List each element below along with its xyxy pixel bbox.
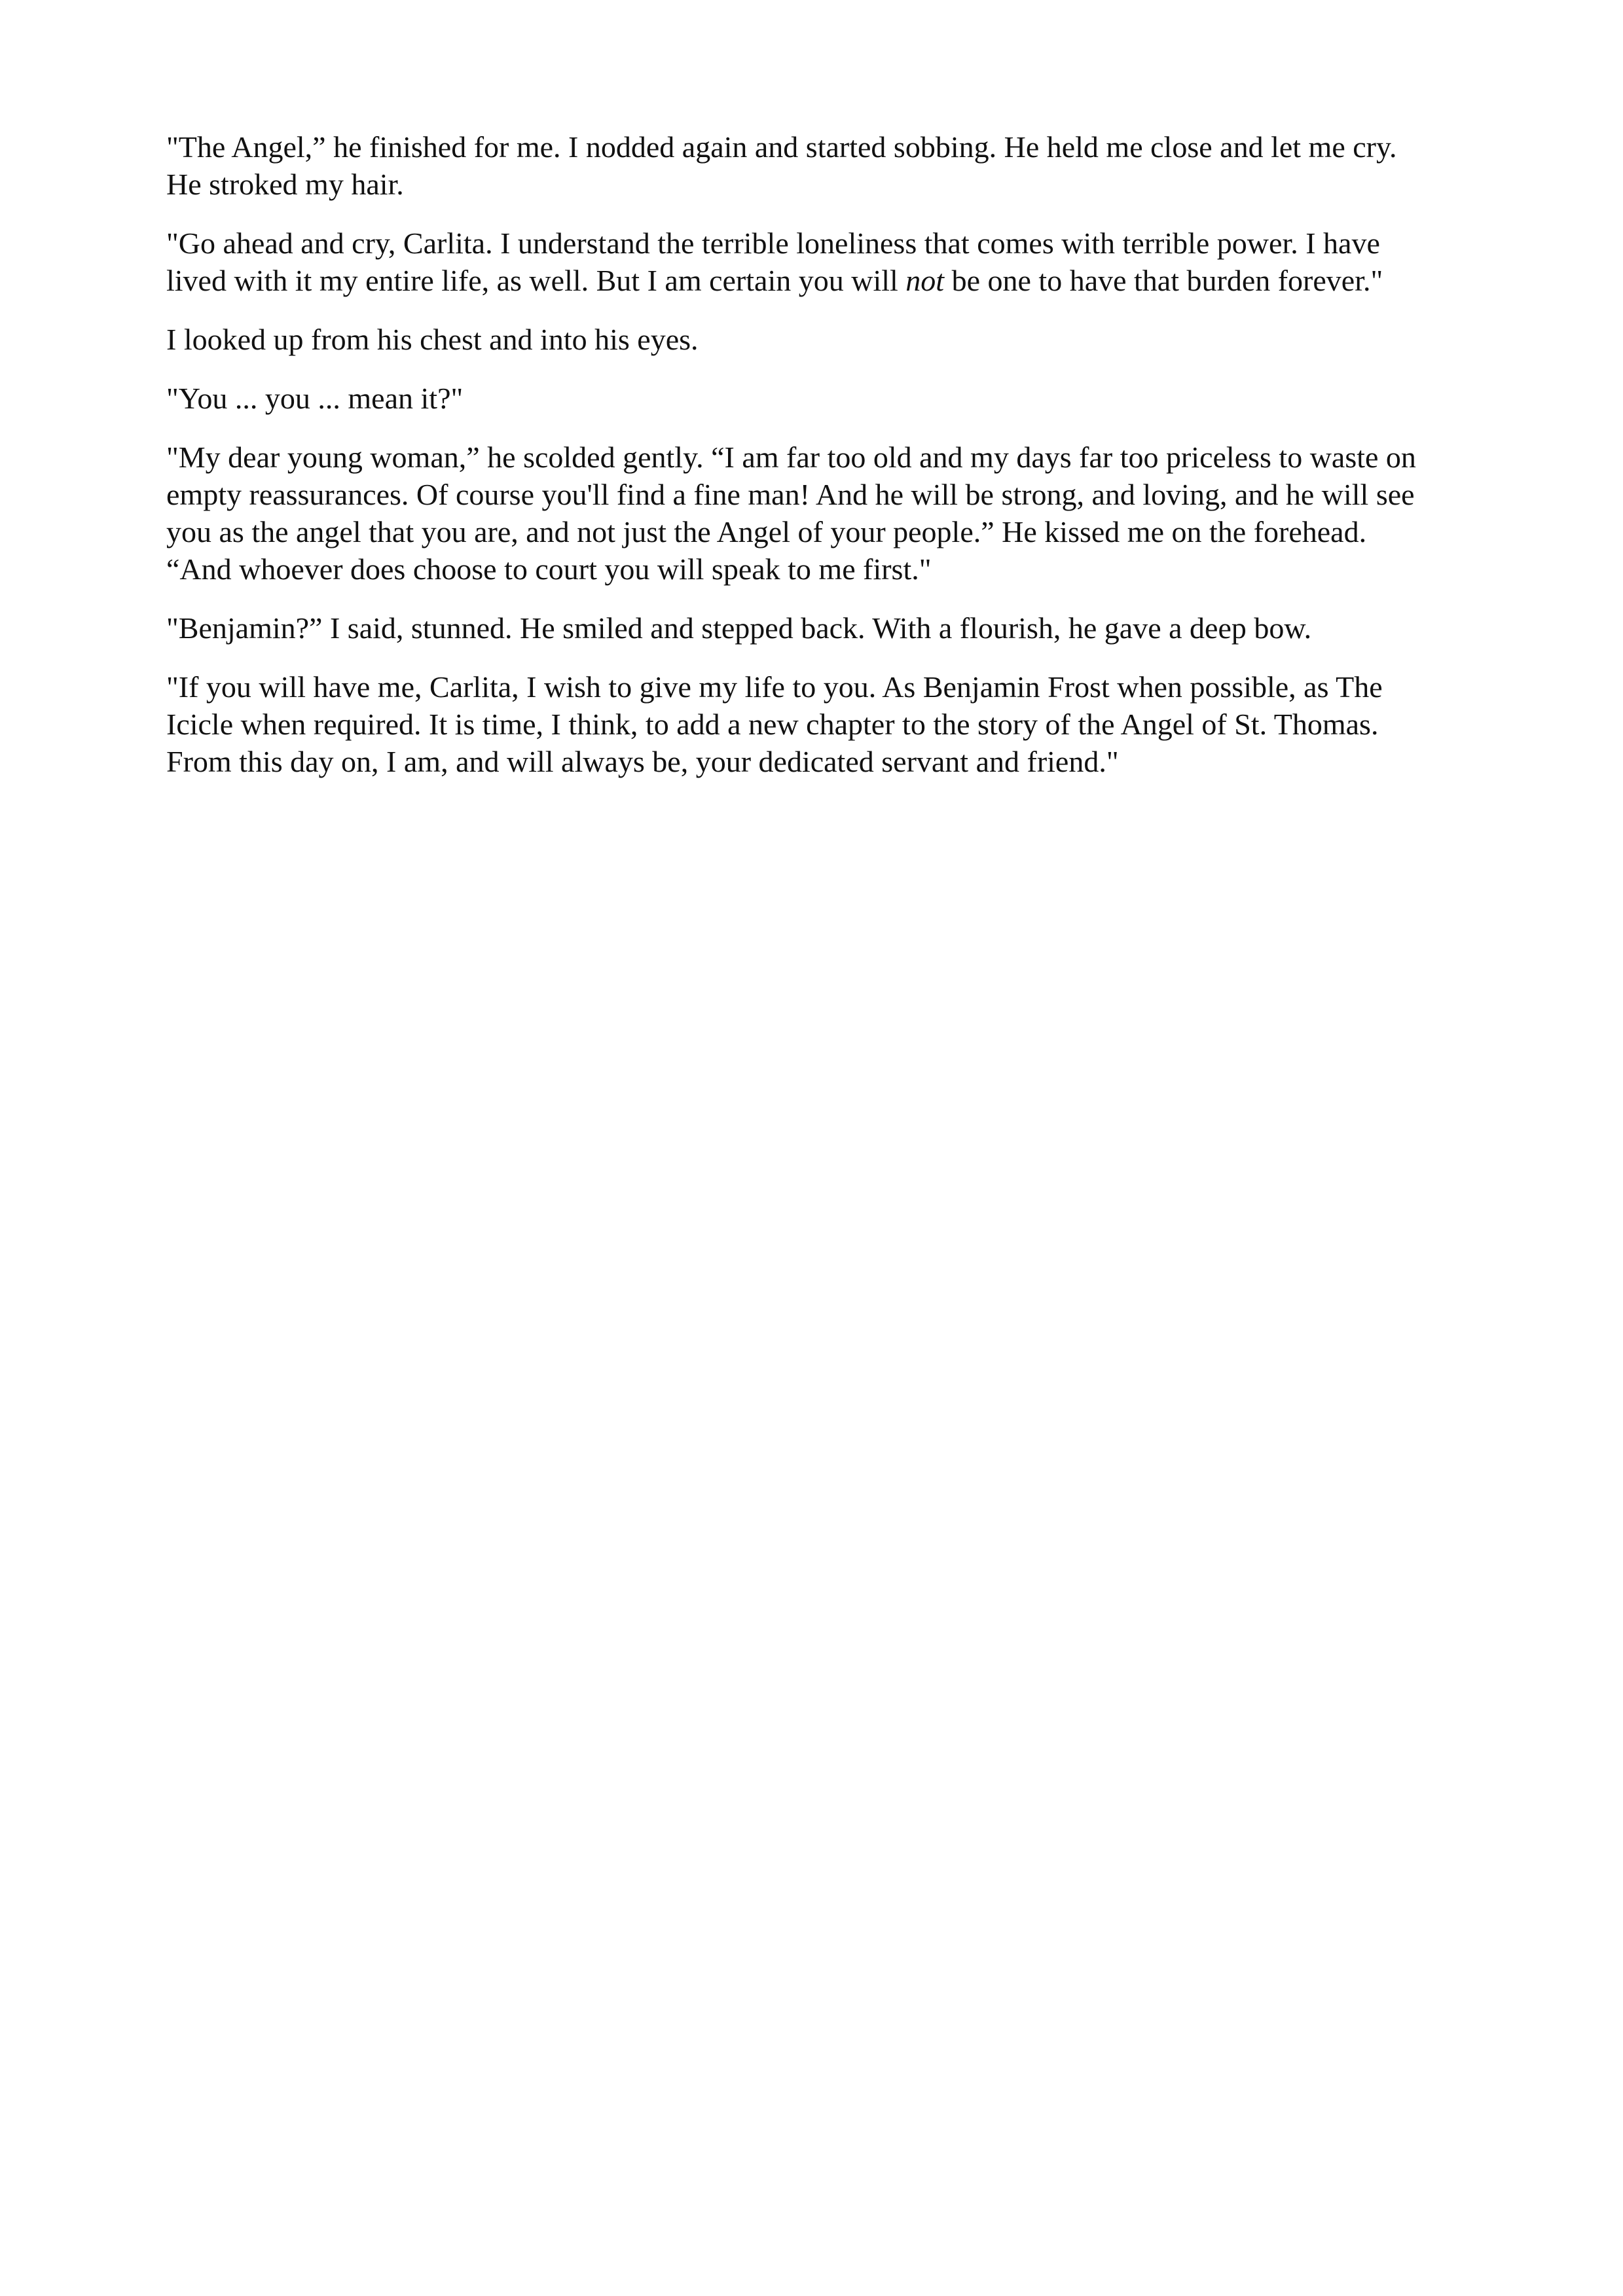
paragraph-7 <box>166 668 1469 780</box>
paragraph-6 <box>166 609 1469 647</box>
paragraph-1 <box>166 128 1469 203</box>
paragraph-line <box>166 262 1469 299</box>
paragraph-line: From this day on, I am, and will always be, your dedicated servant and friend." <box>166 745 1119 778</box>
paragraph-line: empty reassurances. Of course you'll find a fine man! And he will be strong, and loving, and he will see <box>166 478 1415 511</box>
paragraph-line: “And whoever does choose to court you will speak to me first." <box>166 552 932 586</box>
paragraph-5 <box>166 439 1469 588</box>
document-body <box>166 128 1469 802</box>
paragraph-line: "Benjamin?” I said, stunned. He smiled and stepped back. With a flourish, he gave a deep bow. <box>166 611 1312 645</box>
paragraph-line: Icicle when required. It is time, I think, to add a new chapter to the story of the Angel of St. Thomas. <box>166 708 1379 741</box>
paragraph-line: "You ... you ... mean it?" <box>166 382 464 415</box>
paragraph-line: "If you will have me, Carlita, I wish to give my life to you. As Benjamin Frost when possible, as The <box>166 670 1383 704</box>
paragraph-line: "My dear young woman,” he scolded gently. “I am far too old and my days far too priceless to waste on <box>166 440 1416 474</box>
paragraph-3 <box>166 321 1469 358</box>
paragraph-line: He stroked my hair. <box>166 168 404 201</box>
paragraph-line: "Go ahead and cry, Carlita. I understand the terrible loneliness that comes with terrible power. I have <box>166 226 1380 260</box>
line-text: be one to have that burden forever." <box>944 264 1383 297</box>
paragraph-line: "The Angel,” he finished for me. I nodded again and started sobbing. He held me close and let me cry. <box>166 130 1397 164</box>
paragraph-4 <box>166 380 1469 417</box>
emphasized-word: not <box>905 264 945 297</box>
line-text: lived with it my entire life, as well. But I am certain you will <box>166 264 906 297</box>
paragraph-line: I looked up from his chest and into his eyes. <box>166 323 699 356</box>
paragraph-2 <box>166 224 1469 299</box>
paragraph-line: you as the angel that you are, and not just the Angel of your people.” He kissed me on the forehead. <box>166 515 1367 548</box>
